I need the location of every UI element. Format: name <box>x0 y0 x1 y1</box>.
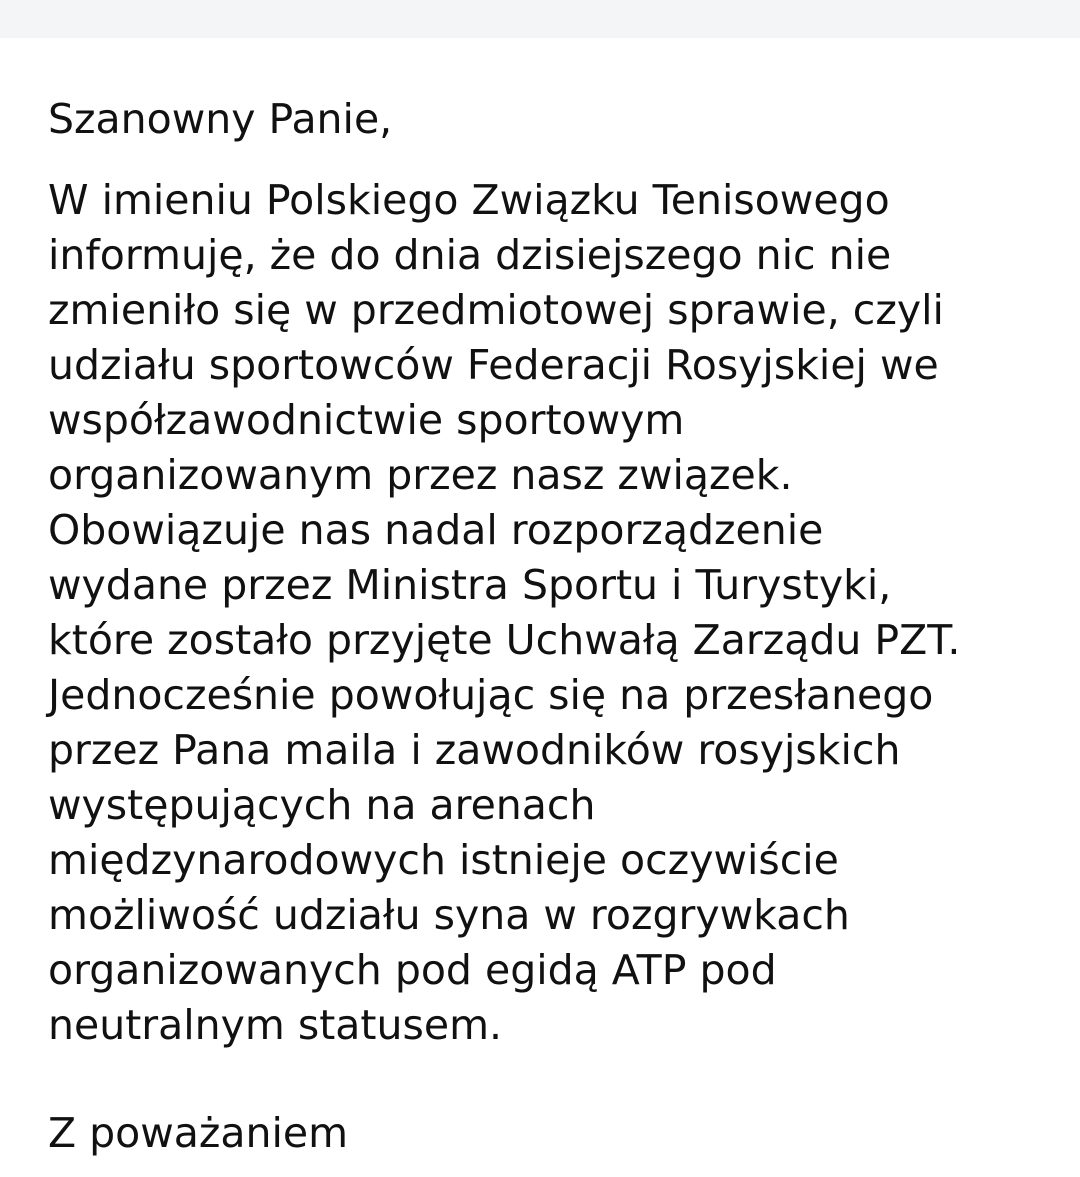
email-body-line: organizowanych pod egidą ATP pod <box>48 946 777 994</box>
top-bar <box>0 0 1080 38</box>
email-body-line: Obowiązuje nas nadal rozporządzenie <box>48 506 824 554</box>
email-body-line: udziału sportowców Federacji Rosyjskiej we <box>48 341 939 389</box>
email-body-line: międzynarodowych istnieje oczywiście <box>48 836 839 884</box>
email-body-line: neutralnym statusem. <box>48 1001 503 1049</box>
email-message <box>48 92 1038 1053</box>
email-body <box>48 173 1038 1053</box>
email-body-line: W imieniu Polskiego Związku Tenisowego <box>48 176 890 224</box>
email-body-line: zmieniło się w przedmiotowej sprawie, czyli <box>48 286 944 334</box>
email-body-line: Jednocześnie powołując się na przesłanego <box>48 671 934 719</box>
email-body-line: występujących na arenach <box>48 781 596 829</box>
email-body-line: możliwość udziału syna w rozgrywkach <box>48 891 850 939</box>
email-body-line: informuję, że do dnia dzisiejszego nic nie <box>48 231 892 279</box>
email-closing: Z poważaniem <box>48 1109 349 1157</box>
email-body-line: przez Pana maila i zawodników rosyjskich <box>48 726 901 774</box>
email-body-line: które zostało przyjęte Uchwałą Zarządu PZT. <box>48 616 961 664</box>
email-greeting: Szanowny Panie, <box>48 95 393 143</box>
email-body-line: organizowanym przez nasz związek. <box>48 451 793 499</box>
email-body-line: współzawodnictwie sportowym <box>48 396 685 444</box>
email-body-line: wydane przez Ministra Sportu i Turystyki, <box>48 561 892 609</box>
